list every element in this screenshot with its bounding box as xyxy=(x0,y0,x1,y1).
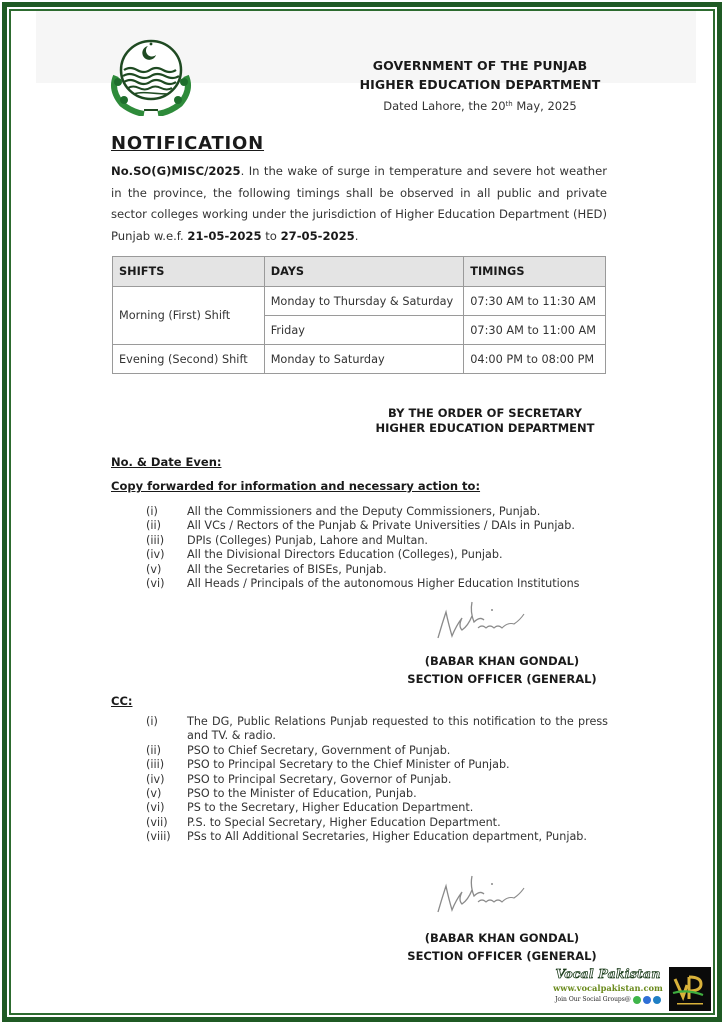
cc-list xyxy=(146,715,608,845)
list-item: (ii) All VCs / Rectors of the Punjab & Private Universities / DAIs in Punjab. xyxy=(146,519,575,533)
list-item: (ii) PSO to Chief Secretary, Government of Punjab. xyxy=(146,743,451,757)
shift-cell: Evening (Second) Shift xyxy=(113,345,265,374)
list-item: (i) The DG, Public Relations Punjab requested to this notification to the press and TV. & radio. xyxy=(146,715,608,743)
timing-cell: 07:30 AM to 11:30 AM xyxy=(464,287,606,316)
forward-list xyxy=(146,505,580,591)
column-header-shifts: SHIFTS xyxy=(113,257,265,287)
table-row xyxy=(113,287,606,316)
signature-icon xyxy=(432,598,542,646)
list-item: (vii) P.S. to Special Secretary, Higher Education Department. xyxy=(146,815,501,829)
watermark-url[interactable]: www.vocalpakistan.com xyxy=(553,983,663,993)
list-item: (viii) PSs to All Additional Secretaries, Higher Education department, Punjab. xyxy=(146,830,587,844)
shift-cell: Morning (First) Shift xyxy=(113,287,265,345)
list-item: (vi) PS to the Secretary, Higher Education Department. xyxy=(146,801,474,815)
list-item: (iii) PSO to Principal Secretary to the Chief Minister of Punjab. xyxy=(146,758,510,772)
department-title: HIGHER EDUCATION DEPARTMENT xyxy=(359,77,601,92)
cc-heading: CC: xyxy=(111,694,133,708)
list-item: (iv) PSO to Principal Secretary, Governor of Punjab. xyxy=(146,772,452,786)
vocal-pakistan-logo-icon xyxy=(669,967,711,1011)
by-order-department: HIGHER EDUCATION DEPARTMENT xyxy=(375,421,595,435)
notification-title: NOTIFICATION xyxy=(111,133,265,154)
whatsapp-icon[interactable] xyxy=(633,996,641,1004)
govt-title: GOVERNMENT OF THE PUNJAB xyxy=(372,58,588,73)
document-date: Dated Lahore, the 20th May, 2025 xyxy=(383,99,577,113)
by-order-line: BY THE ORDER OF SECRETARY xyxy=(387,406,583,420)
list-item: (iii) DPIs (Colleges) Punjab, Lahore and Multan. xyxy=(146,533,428,547)
vocal-pakistan-watermark xyxy=(548,966,668,1014)
timings-table xyxy=(112,256,606,374)
list-item: (iv) All the Divisional Directors Education (Colleges), Punjab. xyxy=(146,548,503,562)
signer-block xyxy=(392,929,612,965)
to-date: 27-05-2025 xyxy=(280,228,355,243)
list-item: (v) All the Secretaries of BISEs, Punjab. xyxy=(146,562,387,576)
signer-designation: SECTION OFFICER (GENERAL) xyxy=(407,949,597,963)
signer-name: (BABAR KHAN GONDAL) xyxy=(424,931,580,945)
facebook-icon[interactable] xyxy=(643,996,651,1004)
punjab-emblem-icon xyxy=(104,36,198,116)
list-item: (i) All the Commissioners and the Deputy Commissioners, Punjab. xyxy=(146,505,541,518)
days-cell: Monday to Saturday xyxy=(264,345,464,374)
no-date-even: No. & Date Even: xyxy=(111,455,222,469)
by-order-block xyxy=(362,406,608,436)
notification-number: No.SO(G)MISC/2025 xyxy=(111,164,241,178)
table-header-row xyxy=(113,257,606,287)
signer-designation: SECTION OFFICER (GENERAL) xyxy=(407,672,597,686)
copy-forwarded-heading: Copy forwarded for information and necessary action to: xyxy=(111,479,481,493)
watermark-brand: Vocal Pakistan xyxy=(555,966,661,981)
timing-cell: 04:00 PM to 08:00 PM xyxy=(464,345,606,374)
list-item: (vi) All Heads / Principals of the autonomous Higher Education Institutions xyxy=(146,577,580,591)
days-cell: Monday to Thursday & Saturday xyxy=(264,287,464,316)
timing-cell: 07:30 AM to 11:00 AM xyxy=(464,316,606,345)
from-date: 21-05-2025 xyxy=(187,228,262,243)
column-header-timings: TIMINGS xyxy=(464,257,606,287)
linkedin-icon[interactable] xyxy=(653,996,661,1004)
signer-block xyxy=(392,652,612,688)
notification-body: No.SO(G)MISC/2025. In the wake of surge in temperature and severe hot weather in the province, the following timings shall be observed in all public and private sector colleges working under the jurisdiction of Higher Education Department (HED) Punjab w.e.f. 21-05-2025 to 27-05-2025. xyxy=(111,164,607,243)
days-cell: Friday xyxy=(264,316,464,345)
table-row xyxy=(113,345,606,374)
column-header-days: DAYS xyxy=(264,257,464,287)
signature-icon xyxy=(432,872,542,920)
signer-name: (BABAR KHAN GONDAL) xyxy=(424,654,580,668)
watermark-social: Join Our Social Groups@ xyxy=(548,994,668,1006)
document-header xyxy=(330,56,630,116)
list-item: (v) PSO to the Minister of Education, Punjab. xyxy=(146,787,417,801)
